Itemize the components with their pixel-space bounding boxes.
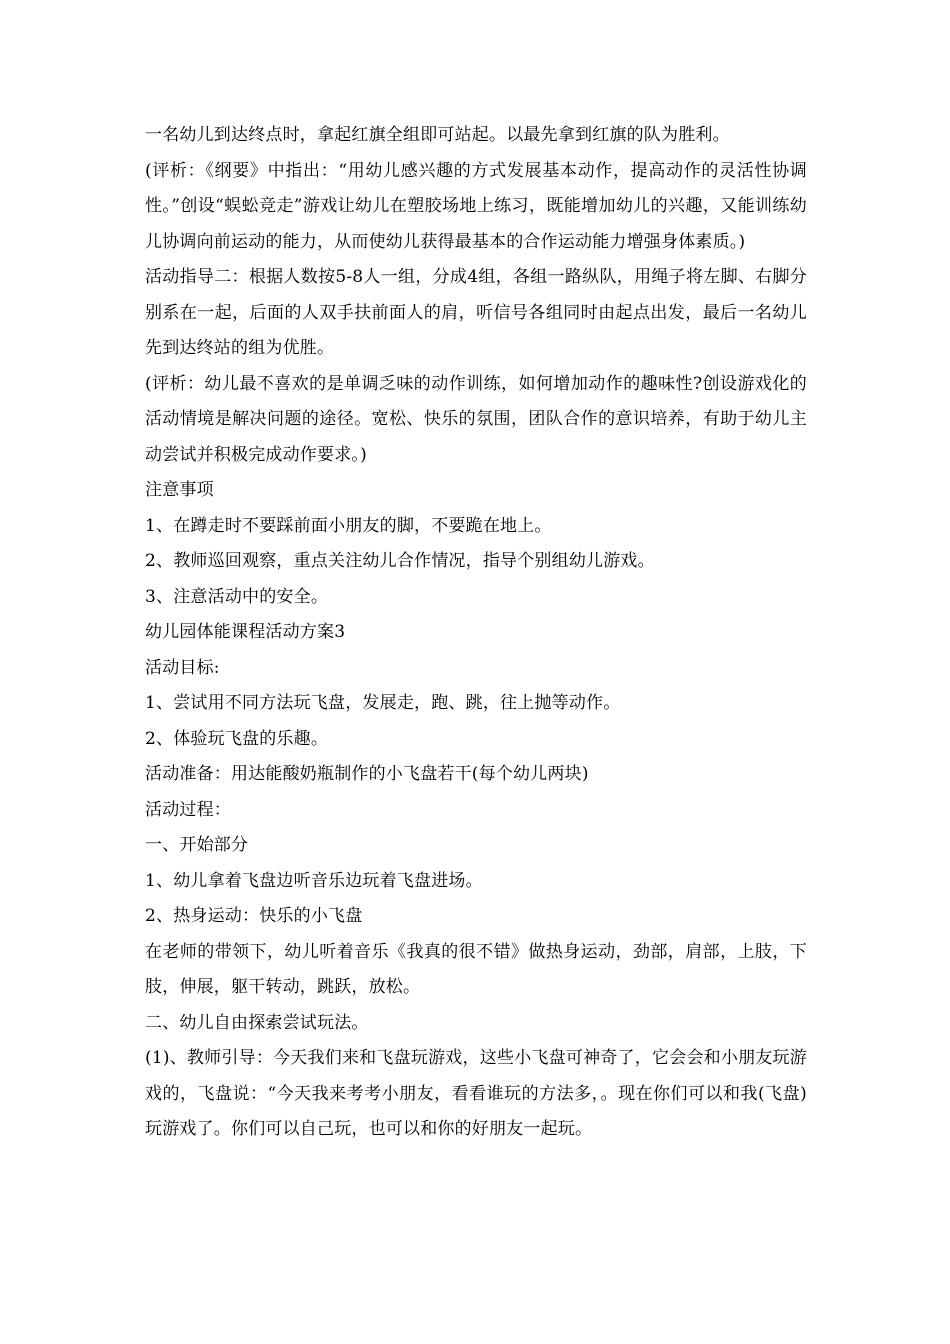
- list-item: 3、注意活动中的安全。: [145, 586, 329, 607]
- preparation-text: 活动准备：用达能酸奶瓶制作的小飞盘若干(每个幼儿两块): [145, 764, 589, 784]
- paragraph-2: (评析：《纲要》中指出：“用幼儿感兴趣的方式发展基本动作，提高动作的灵活性协调性。”创设“蜈蚣竞走”游戏让幼儿在塑胶场地上练习，既能增加幼儿的兴趣，又能训练幼儿协调向前运动的能力，从而使幼儿获得最基本的合作运动能力增强身体素质。): [145, 160, 807, 252]
- document-page: [145, 118, 807, 1148]
- list-item: 2、体验玩飞盘的乐趣。: [145, 728, 329, 749]
- list-item: 2、热身运动：快乐的小飞盘: [145, 906, 363, 926]
- paragraph-warmup: 在老师的带领下，幼儿听着音乐《我真的很不错》做热身运动，劲部，肩部，上肢，下肢，伸展，躯干转动，跳跃，放松。: [145, 941, 807, 997]
- paragraph-4: (评析：幼儿最不喜欢的是单调乏味的动作训练，如何增加动作的趣味性?创设游戏化的活动情境是解决问题的途径。宽松、快乐的氛围，团队合作的意识培养，有助于幼儿主动尝试并积极完成动作要求。): [145, 373, 807, 465]
- list-item: 1、在蹲走时不要踩前面小朋友的脚，不要跪在地上。: [145, 515, 552, 536]
- paragraph-3: 活动指导二：根据人数按5-8人一组，分成4组，各组一路纵队，用绳子将左脚、右脚分别系在一起，后面的人双手扶前面人的肩，听信号各组同时由起点出发，最后一名幼儿先到达终站的组为优胜。: [145, 267, 807, 358]
- list-item: 1、尝试用不同方法玩飞盘，发展走，跑、跳，往上抛等动作。: [145, 693, 621, 713]
- section-heading-notes: 注意事项: [145, 480, 214, 500]
- paragraph-1: 一名幼儿到达终点时，拿起红旗全组即可站起。以最先拿到红旗的队为胜利。: [145, 125, 730, 145]
- section-heading-goals: 活动目标:: [145, 657, 220, 678]
- list-item: 2、教师巡回观察，重点关注幼儿合作情况，指导个别组幼儿游戏。: [145, 551, 655, 571]
- section-heading-plan-3: 幼儿园体能课程活动方案3: [145, 622, 346, 642]
- subsection-heading-explore: 二、幼儿自由探索尝试玩法。: [145, 1012, 369, 1033]
- list-item: 1、幼儿拿着飞盘边听音乐边玩着飞盘进场。: [145, 870, 483, 891]
- section-heading-process: 活动过程：: [145, 799, 231, 820]
- subsection-heading-start: 一、开始部分: [145, 835, 249, 855]
- paragraph-teacher-guide: (1)、教师引导：今天我们来和飞盘玩游戏，这些小飞盘可神奇了，它会会和小朋友玩游戏的，飞盘说：“今天我来考考小朋友，看看谁玩的方法多，。现在你们可以和我(飞盘)玩游戏了。你们可以自己玩，也可以和你的好朋友一起玩。: [145, 1048, 807, 1139]
